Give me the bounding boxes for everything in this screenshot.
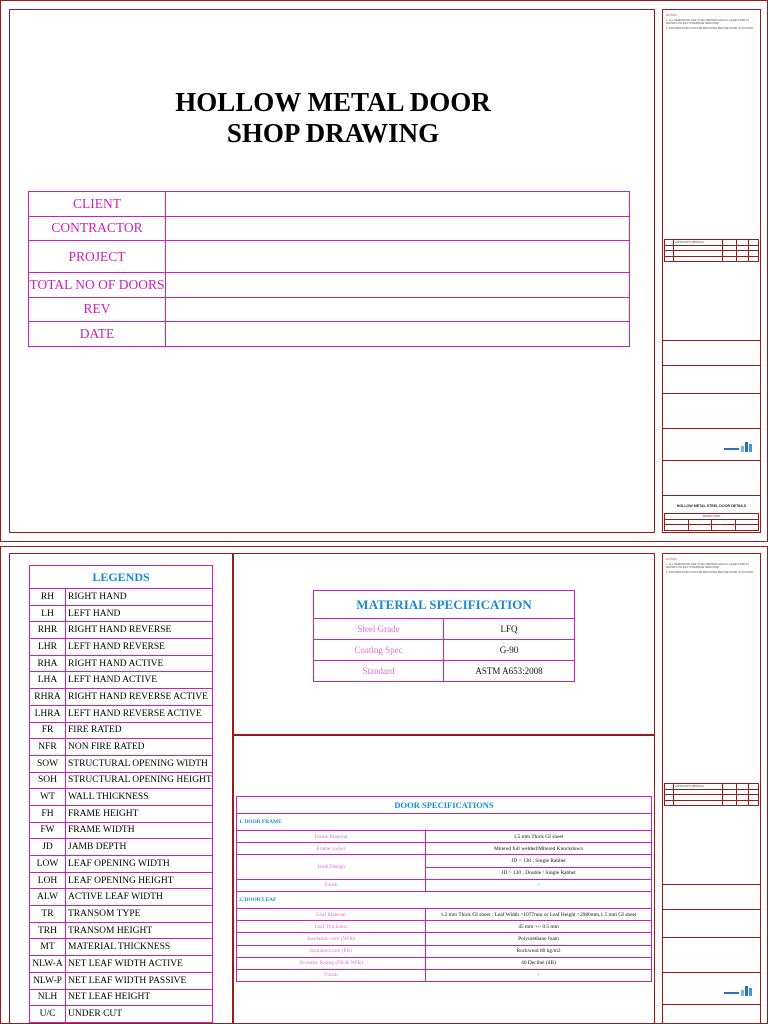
- legend-row: [30, 906, 213, 923]
- cover-title-line2: SHOP DRAWING: [226, 118, 440, 148]
- spec-row: [237, 843, 652, 855]
- legend-row: [30, 605, 213, 622]
- legend-desc: LEFT HAND ACTIVE: [66, 672, 213, 689]
- company-logo-icon: [723, 985, 755, 997]
- spec-key: Frame corner: [237, 843, 426, 855]
- spec-row: [237, 945, 652, 957]
- legend-row: [30, 689, 213, 706]
- spec-key: Leaf Thickness: [237, 921, 426, 933]
- spec-row: [237, 969, 652, 981]
- spec-value: -: [426, 879, 652, 891]
- legend-desc: JAMB DEPTH: [66, 839, 213, 856]
- revision-table: [664, 783, 759, 806]
- legend-desc: NON FIRE RATED: [66, 739, 213, 756]
- legend-desc: LEFT HAND: [66, 605, 213, 622]
- info-row-total-doors: [29, 273, 630, 298]
- legend-abbr: LOW: [30, 856, 66, 873]
- legend-abbr: LHA: [30, 672, 66, 689]
- door-spec-table: [236, 796, 652, 982]
- legend-desc: LEAF OPENING HEIGHT: [66, 872, 213, 889]
- info-label: REV: [29, 297, 166, 322]
- material-row: [314, 640, 575, 661]
- material-spec-table: [313, 590, 575, 682]
- spec-value: 45 mm +/- 0.5 mm: [426, 921, 652, 933]
- title-block: [662, 9, 761, 533]
- legend-table: [29, 565, 213, 1023]
- cover-title-line1: HOLLOW METAL DOOR: [175, 87, 491, 117]
- rev-row-text: CONSULTANT APPROVAL: [674, 784, 723, 790]
- legend-desc: UNDER CUT: [66, 1006, 213, 1023]
- legend-abbr: SOH: [30, 772, 66, 789]
- legend-row: [30, 722, 213, 739]
- info-value: [166, 297, 630, 322]
- legend-desc: RIGHT HAND REVERSE: [66, 622, 213, 639]
- legend-row: [30, 839, 213, 856]
- note-text: 1. ALL DIMENSIONS ARE IN MILLIMETERS AND ALL LEVELS ARE IN METERS UNLESS OTHERWISE INDICATED.: [666, 563, 749, 570]
- spec-key: Finish: [237, 879, 426, 891]
- info-value: [166, 241, 630, 273]
- legend-row: [30, 956, 213, 973]
- note-text: 2. DISCREPANCIES MUST BE REPORTED BEFORE WORK IS STARTED.: [666, 27, 754, 30]
- section-door-frame: 1. DOOR FRAME: [237, 814, 652, 831]
- legend-abbr: TRH: [30, 922, 66, 939]
- material-row: [314, 619, 575, 640]
- info-label: CLIENT: [29, 192, 166, 217]
- info-label: TOTAL NO OF DOORS: [29, 273, 166, 298]
- info-row-client: [29, 192, 630, 217]
- spec-row: [237, 879, 652, 891]
- legend-abbr: RH: [30, 589, 66, 606]
- spec-value: Polyurethane foam: [426, 933, 652, 945]
- info-row-rev: [29, 297, 630, 322]
- legend-row: [30, 856, 213, 873]
- spec-row: [237, 957, 652, 969]
- legend-row: [30, 889, 213, 906]
- legend-desc: WALL THICKNESS: [66, 789, 213, 806]
- section-door-leaf: 2. DOOR LEAF: [237, 891, 652, 908]
- spec-key: Acoustic Rating (FR & NFR): [237, 957, 426, 969]
- legend-abbr: LHR: [30, 639, 66, 656]
- spec-key: Jamb Design: [237, 855, 426, 879]
- legend-abbr: MT: [30, 939, 66, 956]
- spec-value: 1.5 mm Thick GI sheet: [426, 831, 652, 843]
- legend-abbr: RHA: [30, 655, 66, 672]
- material-key: Coating Spec: [314, 640, 444, 661]
- note-text: 1. ALL DIMENSIONS ARE IN MILLIMETERS AND ALL LEVELS ARE IN METERS UNLESS OTHERWISE INDICATED.: [666, 19, 749, 26]
- legend-desc: FRAME WIDTH: [66, 822, 213, 839]
- info-label: DATE: [29, 322, 166, 347]
- spec-value: -: [426, 969, 652, 981]
- legend-abbr: LHRA: [30, 705, 66, 722]
- legend-row: [30, 805, 213, 822]
- material-value: G-90: [444, 640, 575, 661]
- door-spec-title: DOOR SPECIFICATIONS: [237, 797, 652, 814]
- material-panel: [233, 553, 655, 735]
- legend-desc: FIRE RATED: [66, 722, 213, 739]
- legend-row: [30, 739, 213, 756]
- project-info-table: [28, 191, 630, 347]
- info-row-date: [29, 322, 630, 347]
- spec-row: [237, 831, 652, 843]
- material-key: Steel Grade: [314, 619, 444, 640]
- company-logo-icon: [723, 441, 755, 453]
- legend-row: [30, 589, 213, 606]
- legend-abbr: FR: [30, 722, 66, 739]
- legend-row: [30, 705, 213, 722]
- spec-key: Frame Material: [237, 831, 426, 843]
- drawing-title: HOLLOW METAL STEEL DOOR DETAILS: [676, 504, 747, 508]
- legend-desc: STRUCTURAL OPENING WIDTH: [66, 755, 213, 772]
- legend-abbr: RHRA: [30, 689, 66, 706]
- legend-abbr: LOH: [30, 872, 66, 889]
- legend-title: LEGENDS: [30, 566, 213, 589]
- legend-abbr: FH: [30, 805, 66, 822]
- legend-abbr: LH: [30, 605, 66, 622]
- legend-abbr: NFR: [30, 739, 66, 756]
- spec-key: Insulated core (FR): [237, 945, 426, 957]
- info-value: [166, 192, 630, 217]
- spec-row: [237, 855, 652, 867]
- legend-row: [30, 939, 213, 956]
- legend-abbr: SOW: [30, 755, 66, 772]
- legend-desc: RIGHT HAND REVERSE ACTIVE: [66, 689, 213, 706]
- legend-abbr: RHR: [30, 622, 66, 639]
- info-value: [166, 322, 630, 347]
- legend-row: [30, 655, 213, 672]
- material-value: ASTM A653:2008: [444, 661, 575, 682]
- legend-row: [30, 1006, 213, 1023]
- legend-desc: MATERIAL THICKNESS: [66, 939, 213, 956]
- legend-desc: TRANSOM HEIGHT: [66, 922, 213, 939]
- spec-row: [237, 933, 652, 945]
- legend-abbr: NLH: [30, 989, 66, 1006]
- legend-desc: LEFT HAND REVERSE: [66, 639, 213, 656]
- legend-row: [30, 789, 213, 806]
- spec-value: Rockwool 80 kg/m3: [426, 945, 652, 957]
- legend-panel: [9, 553, 233, 1024]
- legend-abbr: U/C: [30, 1006, 66, 1023]
- legend-row: [30, 755, 213, 772]
- legend-abbr: NLW-P: [30, 972, 66, 989]
- legend-abbr: TR: [30, 906, 66, 923]
- spec-key: Leaf Material: [237, 908, 426, 920]
- info-row-contractor: [29, 216, 630, 241]
- info-value: [166, 273, 630, 298]
- legend-abbr: ALW: [30, 889, 66, 906]
- legend-desc: RIGHT HAND ACTIVE: [66, 655, 213, 672]
- info-label: CONTRACTOR: [29, 216, 166, 241]
- legend-row: [30, 639, 213, 656]
- notes-label: NOTES:: [666, 557, 678, 561]
- spec-value: Mitered full welded/Mitered Knockdown: [426, 843, 652, 855]
- legend-desc: LEFT HAND REVERSE ACTIVE: [66, 705, 213, 722]
- door-spec-panel: [233, 735, 655, 1024]
- legend-row: [30, 822, 213, 839]
- legend-abbr: WT: [30, 789, 66, 806]
- spec-value: JD < 130 ; Single Rabbet: [426, 855, 652, 867]
- legend-desc: FRAME HEIGHT: [66, 805, 213, 822]
- legend-row: [30, 622, 213, 639]
- legend-abbr: JD: [30, 839, 66, 856]
- legend-desc: NET LEAF WIDTH PASSIVE: [66, 972, 213, 989]
- legend-row: [30, 772, 213, 789]
- legend-desc: STRUCTURAL OPENING HEIGHT: [66, 772, 213, 789]
- material-row: [314, 661, 575, 682]
- spec-value: 40 Decibel (dB): [426, 957, 652, 969]
- title-block: [662, 553, 761, 1024]
- spec-key: Insulation core (NFR): [237, 933, 426, 945]
- drawing-info-table: [664, 513, 759, 531]
- legend-row: [30, 872, 213, 889]
- cover-frame: [9, 9, 655, 533]
- spec-key: Finish: [237, 969, 426, 981]
- specifications-sheet: [0, 546, 768, 1024]
- rev-row-text: CONSULTANT APPROVAL: [674, 240, 723, 246]
- notes-label: NOTES:: [666, 13, 678, 17]
- material-key: Standard: [314, 661, 444, 682]
- project-info-label: PROJECT INFO: [665, 514, 759, 520]
- legend-desc: NET LEAF HEIGHT: [66, 989, 213, 1006]
- legend-desc: NET LEAF WIDTH ACTIVE: [66, 956, 213, 973]
- legend-row: [30, 922, 213, 939]
- info-label: PROJECT: [29, 241, 166, 273]
- spec-value: 1.2 mm Thick GI sheet ; Leaf Width >1077mm or Leaf Height >2980mm,1.5 mm GI sheet: [426, 908, 652, 920]
- legend-desc: TRANSOM TYPE: [66, 906, 213, 923]
- material-value: LFQ: [444, 619, 575, 640]
- info-row-project: [29, 241, 630, 273]
- spec-value: JD > 130 ; Double / Single Rabbet: [426, 867, 652, 879]
- legend-abbr: FW: [30, 822, 66, 839]
- material-title: MATERIAL SPECIFICATION: [314, 591, 575, 619]
- legend-abbr: NLW-A: [30, 956, 66, 973]
- info-value: [166, 216, 630, 241]
- spec-row: [237, 908, 652, 920]
- legend-row: [30, 672, 213, 689]
- legend-desc: ACTIVE LEAF WIDTH: [66, 889, 213, 906]
- spec-row: [237, 921, 652, 933]
- note-text: 2. DISCREPANCIES MUST BE REPORTED BEFORE WORK IS STARTED.: [666, 571, 754, 574]
- legend-desc: LEAF OPENING WIDTH: [66, 856, 213, 873]
- legend-row: [30, 972, 213, 989]
- legend-row: [30, 989, 213, 1006]
- legend-desc: RIGHT HAND: [66, 589, 213, 606]
- revision-table: [664, 239, 759, 262]
